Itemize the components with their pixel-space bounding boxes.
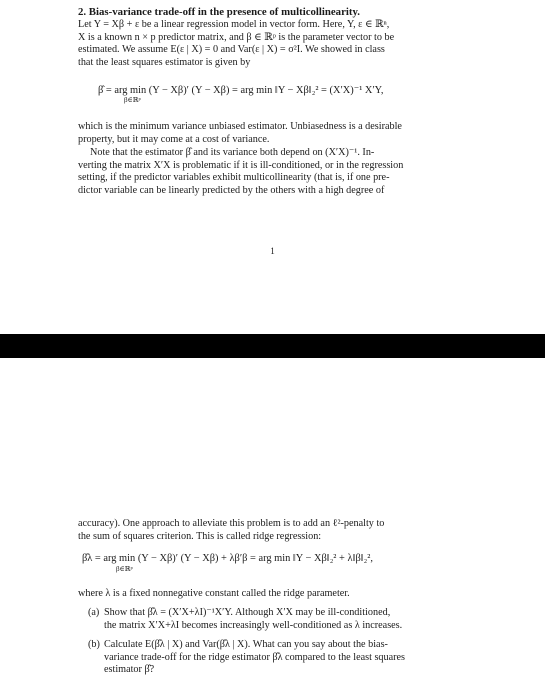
question-b <box>88 639 480 677</box>
equation-text: β̂λ = arg min (Y − Xβ)′ (Y − Xβ) + λβ′β = arg min ‖Y − Xβ‖₂² + λ‖β‖₂², <box>82 553 373 564</box>
page-number: 1 <box>270 246 275 256</box>
text-line: estimator β̂? <box>104 664 155 676</box>
text-line: X is a known n × p predictor matrix, and β ∈ ℝᵖ is the parameter vector to be <box>78 31 395 43</box>
text-line: estimated. We assume E(ε | X) = 0 and Var(ε | X) = σ²I. We showed in class <box>78 44 385 56</box>
problem-heading: 2. Bias-variance trade-off in the presence of multicollinearity. <box>78 6 360 18</box>
text-line: property, but it may come at a cost of variance. <box>78 133 270 145</box>
text-line: Let Y = Xβ + ε be a linear regression model in vector form. Here, Y, ε ∈ ℝⁿ, <box>78 19 390 30</box>
question-a <box>88 607 480 632</box>
ridge-equation <box>82 553 373 564</box>
ridge-intro-paragraph <box>78 518 484 543</box>
document-page-1 <box>0 0 545 334</box>
text-line: Show that β̂λ = (X′X+λI)⁻¹X′Y. Although X′X may be ill-conditioned, <box>104 607 391 618</box>
item-label: (b) <box>88 639 100 650</box>
equation-text: β̂ = arg min (Y − Xβ)′ (Y − Xβ) = arg min ‖Y − Xβ‖₂² = (X′X)⁻¹ X′Y, <box>98 85 384 96</box>
text-line: variance trade-off for the ridge estimator β̂λ compared to the least squares <box>104 651 406 663</box>
least-squares-equation <box>98 84 383 96</box>
text-line: verting the matrix X′X is problematic if it is ill-conditioned, or in the regression <box>78 159 404 171</box>
text-line: the sum of squares criterion. This is called ridge regression: <box>78 530 322 542</box>
item-label: (a) <box>88 607 100 618</box>
page-divider <box>0 334 545 358</box>
equation-subscript: β∈ℝᵖ <box>116 565 133 573</box>
unbiased-paragraph <box>78 121 484 146</box>
text-line: setting, if the predictor variables exhibit multicollinearity (that is, if one pre- <box>78 172 390 184</box>
text-line: Calculate E(β̂λ | X) and Var(β̂λ | X). What can you say about the bias- <box>104 639 388 650</box>
intro-paragraph <box>78 19 484 69</box>
text-line: the matrix X′X+λI becomes increasingly well-conditioned as λ increases. <box>104 619 403 631</box>
text-line: Note that the estimator β̂ and its variance both depend on (X′X)⁻¹. In- <box>90 147 375 158</box>
equation-subscript: β∈ℝᵖ <box>124 96 141 104</box>
text-line: which is the minimum variance unbiased estimator. Unbiasedness is a desirable <box>78 121 402 132</box>
document-page-2 <box>0 358 545 700</box>
text-line: accuracy). One approach to alleviate this problem is to add an ℓ²-penalty to <box>78 518 385 529</box>
text-line: dictor variable can be linearly predicted by the others with a high degree of <box>78 184 385 196</box>
multicollinearity-paragraph <box>78 147 484 197</box>
text-line: that the least squares estimator is given by <box>78 56 251 68</box>
ridge-parameter-sentence: where λ is a fixed nonnegative constant called the ridge parameter. <box>78 588 350 599</box>
